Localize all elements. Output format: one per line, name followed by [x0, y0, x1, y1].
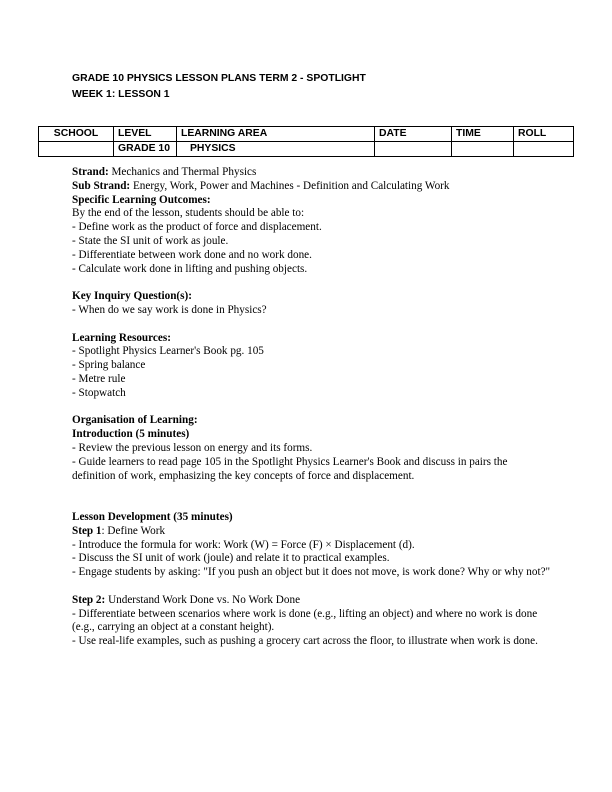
- introduction-item: - Review the previous lesson on energy and its forms.: [72, 441, 313, 454]
- roll-header: ROLL: [514, 127, 574, 142]
- outcome-item: - Define work as the product of force and displacement.: [72, 221, 322, 234]
- outcomes-heading: Specific Learning Outcomes:: [72, 193, 211, 206]
- step1-title: : Define Work: [101, 524, 166, 537]
- inquiry-heading: Key Inquiry Question(s):: [72, 290, 192, 303]
- sub-strand-value: Energy, Work, Power and Machines - Definition and Calculating Work: [130, 179, 450, 192]
- learning-area-value: PHYSICS: [177, 142, 375, 157]
- step2-item: - Differentiate between scenarios where work is done (e.g., lifting an object) and where no work is done (e.g., carrying an object at a constant height).: [72, 607, 538, 634]
- resources-heading: Learning Resources:: [72, 331, 171, 344]
- step1-line: [72, 525, 552, 539]
- roll-value: [514, 142, 574, 157]
- meta-header-row: [39, 127, 574, 142]
- resource-item: - Spotlight Physics Learner's Book pg. 105: [72, 345, 264, 358]
- school-value: [39, 142, 114, 157]
- step1-item: - Introduce the formula for work: Work (W) = Force (F) × Displacement (d).: [72, 538, 415, 551]
- outcome-item: - Calculate work done in lifting and pushing objects.: [72, 262, 308, 275]
- resource-item: - Spring balance: [72, 359, 146, 372]
- strand-value: Mechanics and Thermal Physics: [108, 166, 257, 178]
- sub-strand-line: [72, 180, 552, 194]
- organisation-heading: Organisation of Learning:: [72, 414, 198, 427]
- step2-line: [72, 594, 552, 608]
- strand-label: Strand:: [72, 166, 109, 178]
- outcome-item: - Differentiate between work done and no work done.: [72, 248, 312, 261]
- learning-area-header: LEARNING AREA: [177, 127, 375, 142]
- time-header: TIME: [452, 127, 514, 142]
- lesson-body: [72, 166, 552, 649]
- time-value: [452, 142, 514, 157]
- outcomes-intro: By the end of the lesson, students should be able to:: [72, 207, 305, 220]
- resource-item: - Metre rule: [72, 372, 126, 385]
- date-value: [375, 142, 452, 157]
- meta-value-row: [39, 142, 574, 157]
- introduction-item: - Guide learners to read page 105 in the Spotlight Physics Learner's Book and discuss in pairs the definition of work, emphasizing the key concepts of force and displacement.: [72, 455, 508, 482]
- resource-item: - Stopwatch: [72, 386, 126, 399]
- sub-strand-label: Sub Strand:: [72, 179, 131, 192]
- introduction-heading: Introduction (5 minutes): [72, 428, 190, 441]
- step1-item: - Engage students by asking: "If you push an object but it does not move, is work done? Why or why not?": [72, 566, 551, 579]
- step2-label: Step 2:: [72, 593, 106, 606]
- outcome-item: - State the SI unit of work as joule.: [72, 234, 229, 247]
- step1-label: Step 1: [72, 524, 102, 537]
- level-value: GRADE 10: [114, 142, 177, 157]
- document-title: GRADE 10 PHYSICS LESSON PLANS TERM 2 - SPOTLIGHT: [72, 73, 366, 84]
- development-heading: Lesson Development (35 minutes): [72, 510, 233, 523]
- step2-title: Understand Work Done vs. No Work Done: [105, 593, 301, 606]
- step2-item: - Use real-life examples, such as pushing a grocery cart across the floor, to illustrate when work is done.: [72, 635, 538, 648]
- school-header: SCHOOL: [39, 127, 114, 142]
- date-header: DATE: [375, 127, 452, 142]
- lesson-week: WEEK 1: LESSON 1: [72, 89, 170, 100]
- level-header: LEVEL: [114, 127, 177, 142]
- strand-line: [72, 166, 552, 180]
- lesson-meta-table: [38, 126, 574, 157]
- inquiry-item: - When do we say work is done in Physics?: [72, 303, 267, 316]
- step1-item: - Discuss the SI unit of work (joule) and relate it to practical examples.: [72, 552, 390, 565]
